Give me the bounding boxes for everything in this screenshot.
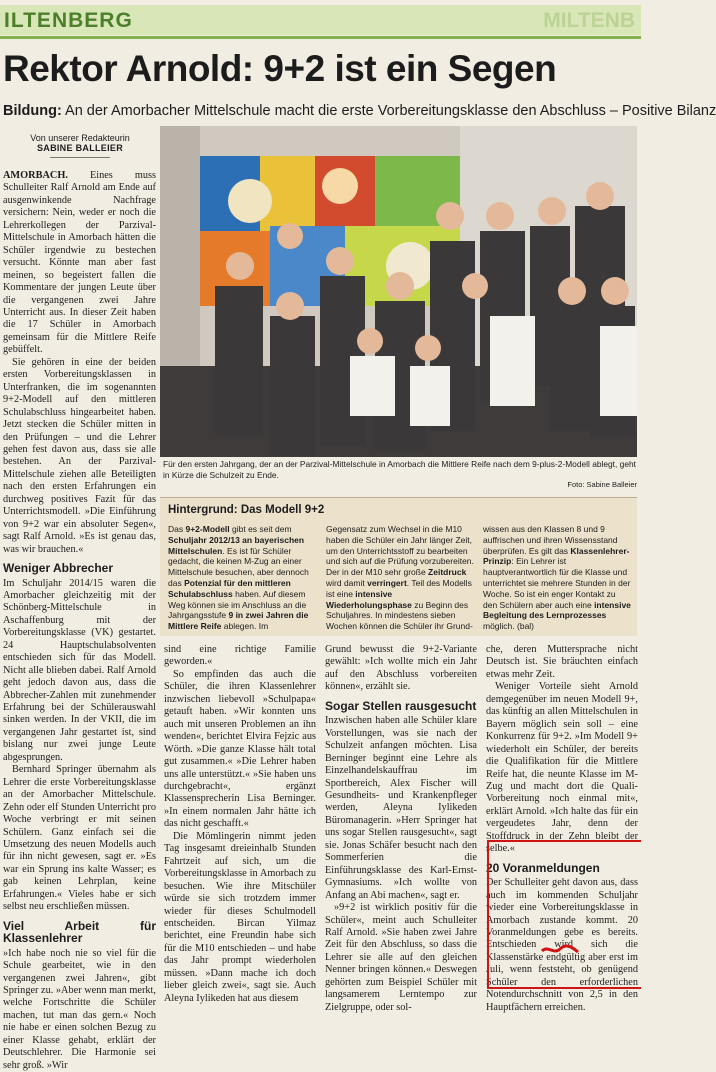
background-info-box: [160, 497, 637, 636]
byline-rule: [50, 157, 110, 158]
paragraph: Der Schulleiter geht davon aus, dass auch im kommenden Schuljahr wieder eine Vorbereitungsklasse in Amorbach zustande kommt. 20 Voranmeldungen gebe es bereits. Entschieden wird sich die Klassenstärke endgültig aber erst im Juli, wenn feststeht, ob genügend Schüler den erforderlichen Notendurchschnitt von 2,5 in den Hauptfächern erreichen.: [486, 877, 638, 1013]
article-column-3: [325, 644, 477, 1014]
section-rule: [0, 36, 641, 39]
paragraph: »9+2 ist wirklich positiv für die Schüler«, meint auch Schulleiter Ralf Arnold. »Sie haben zwei Jahre Zeit für den Abschluss, so dass die Lehrer sie alle auf den gleichen Nenner bringen können.« Deswegen gehörten zum Beispiel Schüler mit langsamerem Lerntempo zur Zielgruppe, oder sol-: [325, 902, 477, 1013]
section-name-bleed: MILTENB: [543, 9, 635, 32]
photo-caption: [163, 459, 637, 491]
paragraph: Grund bewusst die 9+2-Variante gewählt: »Ich wollte mich ein Jahr auf den Abschluss vorbereiten können«, erzählt sie.: [325, 644, 477, 693]
paragraph: Die Mömlingerin nimmt jeden Tag insgesamt dreieinhalb Stunden Fahrtzeit auf sich, um die Vorbereitungsklasse in Amorbach zu besuchen. Wie ihre Mitschüler würde sie sich trotzdem immer wieder für dieses Schulmodell entscheiden. Bircan Yilmaz berichtet, eine Freundin habe sich für die M10 entschieden – und habe das Jahr prompt wiederholen müssen. »Dann mache ich doch lieber gleich zwei«, sagt sie. Auch Aleyna Iylikeden hat aus diesem: [164, 830, 316, 1004]
section-bar: [0, 5, 641, 35]
subheadline-text: An der Amorbacher Mittelschule macht die erste Vorbereitungsklasse den Abschluss – Positive Bilanz: [61, 103, 716, 119]
paragraph: Weniger Vorteile sieht Arnold demgegenüber im neuen Modell 9+, das künftig an allen Mittelschulen in Bayern möglich sein soll – eine Konkurrenz für 9+2. »Im Modell 9+ wiederholt ein Schüler, der bereits die Qualifikation für die Mittlere Reife hat, die neunte Klasse im M-Zug und macht dort die Quali-Vorbereitung noch einmal mit«, erklärt Arnold. »Ich halte das für ein vergeudetes Jahr, denn der Stoffdruck in der Zehn bleibt der selbe.«: [486, 681, 638, 855]
box-column-2: Gegensatz zum Wechsel in die M10 haben die Schüler ein Jahr länger Zeit, um den Unterrichtsstoff zu bearbeiten und sich auf die Prüfung vorzubereiten. Der in der M10 sehr große Zeitdruck wird damit verringert. Teil des Modells ist eine intensive Wiederholungsphase zu Beginn des Schuljahres. In mindestens sieben Wochen können die Schüler ihr Grund-: [326, 524, 474, 632]
paragraph: sind eine richtige Familie geworden.«: [164, 644, 316, 668]
class-photo-image: [160, 126, 637, 457]
article-column-1: [3, 170, 156, 1072]
red-highlight-frame: [487, 840, 641, 989]
red-scribble-mark: [540, 943, 580, 957]
headline: Rektor Arnold: 9+2 ist ein Segen: [3, 48, 557, 89]
class-photo: [160, 126, 637, 457]
paragraph: che, deren Muttersprache nicht Deutsch ist. Sie bräuchten einfach etwas mehr Zeit.: [486, 644, 638, 680]
subheadline-topic: Bildung:: [3, 103, 62, 119]
caption-text: Für den ersten Jahrgang, der an der Parzival-Mittelschule in Amorbach die Mittlere Reife nach dem 9-plus-2-Modell ablegt, geht in Kürze die Schulzeit zu Ende.: [163, 459, 636, 480]
paragraph: AMORBACH. Eines muss Schulleiter Ralf Arnold am Ende auf ausgenwinkende Nachfrage versichern: Nein, weder er noch die Lehrerkollegen der Parzival-Mittelschule in Amorbach hätten die Schüler irgendwie zu bestechen versucht. Könnte man aber fast meinen, so begeistert fallen die Kommentare der jungen Leute über die vergangenen zwei Jahre Unterricht aus. In dieser Zeit haben die 17 Schüler in Amorbach gemeinsam für die Mittlere Reife gebüffelt.: [3, 170, 156, 356]
paragraph: Bernhard Springer übernahm als Lehrer die erste Vorbereitungsklasse an der Amorbacher Mittelschule. Zehn oder elf Stunden Unterricht pro Woche verbringt er mit seinen Schülern. Ganz einfach sei die Umsetzung des neuen Modells auch für ihn nicht gewesen, sagt er. »Es war ein Sprung ins kalte Wasser; es gab keinen Lehrplan, keine Erfahrungen.« Vieles habe er sich selbst neu erschließen müssen.: [3, 764, 156, 913]
subheadline: [3, 103, 716, 119]
box-title: Hintergrund: Das Modell 9+2: [168, 504, 325, 516]
subheading-weniger-abbrecher: Weniger Abbrecher: [3, 561, 114, 576]
box-column-3: wissen aus den Klassen 8 und 9 auffrischen und ihren Wissensstand überprüfen. Es gilt das Klassenlehrer-Prinzip: Ein Lehrer ist hauptverantwortlich für die Klasse und unterrichtet sie mehrere Stunden in der Woche. So ist ein enger Kontakt zu den Schülern aber auch eine intensive Begleitung des Lernprozesses möglich. (bal): [483, 524, 631, 632]
subheading-voranmeldungen: 20 Voranmeldungen: [486, 860, 600, 875]
dateline: AMORBACH.: [3, 170, 68, 181]
paragraph: So empfinden das auch die Schüler, die ihren Klassenlehrer inzwischen liebevoll »Schulpapa« getauft haben. »Wir konnten uns auch mit unseren Problemen an ihn wenden«, berichtet Elvira Fejzic aus Wörth. »Die ganze Klasse hält total gut zusammen.« »Die Lehrer haben uns alle unterstützt.« »Sie haben uns durchgebracht«, ergänzt Klassensprecherin Lisa Berninger. »In einem normalen Jahr hätte ich das nicht geschafft.«: [164, 668, 316, 830]
subheading-viel-arbeit: Viel Arbeit für Klassenlehrer: [3, 918, 156, 946]
subheading-sogar-stellen: Sogar Stellen rausgesucht: [325, 698, 477, 713]
section-name: ILTENBERG: [4, 9, 133, 32]
article-column-2: [164, 644, 316, 1005]
paragraph: Inzwischen haben alle Schüler klare Vorstellungen, was sie nach der Schulzeit anfangen möchten. Lisa Berninger beginnt eine Lehre als Einzelhandelskauffrau im Sportbereich, Alex Fischer will Gesundheits- und Krankenpfleger werden, Aleyna Iylikeden Büromanagerin. »Herr Springer hat uns sogar Stellen rausgesucht«, sagt sie. Jonas Schäfer besucht nach den Sommerferien die Einführungsklasse des Karl-Ernst-Gymnasiums. »Ich wollte von Anfang an Abi machen«, sagt er.: [325, 715, 477, 901]
paragraph: Sie gehören in eine der beiden ersten Vorbereitungsklassen in Unterfranken, die im sogenannten 9+2-Modell auf den mittleren Schulabschluss hingearbeitet haben. Jetzt stecken die Schüler mitten in den Prüfungen – und die Lehrer gehen fest davon aus, dass sie alle bestehen. An der Parzival-Mittelschule ziehen alle Beteiligten nach den ersten Erfahrungen ein durchweg positives Fazit für das Unterrichtsmodell. »Die Einführung von 9+2 war ein absoluter Segen«, sagt Ralf Arnold. »Es ist genau das, was wir brauchen.«: [3, 356, 156, 555]
byline-from: Von unserer Redakteurin: [30, 133, 130, 143]
paragraph: Im Schuljahr 2014/15 waren die Amorbacher gleichzeitig mit der Schönberg-Mittelschule in Aschaffenburg mit der Vorbereitungsklasse (VK) gestartet. 24 Hauptschulabsolventen entschieden sich für das Modell. Nicht alle blieben dabei. Ralf Arnold geht jedoch davon aus, dass die Abbrecher-Zahlen mit zunehmender Erfahrung bei der Schülerauswahl sinken werden. In der VKII, die im vergangenen Jahr gestartet ist, sind bislang nur zwei junge Leute abgesprungen.: [3, 577, 156, 763]
paragraph: »Ich habe noch nie so viel für die Schule gearbeitet, wie in den vergangenen zwei Jahren«, gibt Springer zu. »Aber wenn man merkt, welche Fortschritte die Schüler machen, tut man das gern.« Noch nie habe er einen solchen Bezug zu einer Klasse gehabt, erklärt der Deutschlehrer. Die Harmonie sei sehr groß. »Wir: [3, 947, 156, 1071]
box-column-1: Das 9+2-Modell gibt es seit dem Schuljahr 2012/13 an bayerischen Mittelschulen. Es ist für Schüler gedacht, die keinen M-Zug an einer Mittelschule besuchen, aber dennoch das Potenzial für den mittleren Schulabschluss haben. Auf diesem Weg können sie im Anschluss an die Jahrgangsstufe 9 in zwei Jahren die Mittlere Reife ablegen. Im: [168, 524, 309, 632]
byline: [3, 133, 157, 158]
byline-author: SABINE BALLEIER: [36, 143, 123, 153]
photo-credit: Foto: Sabine Balleier: [567, 480, 637, 489]
